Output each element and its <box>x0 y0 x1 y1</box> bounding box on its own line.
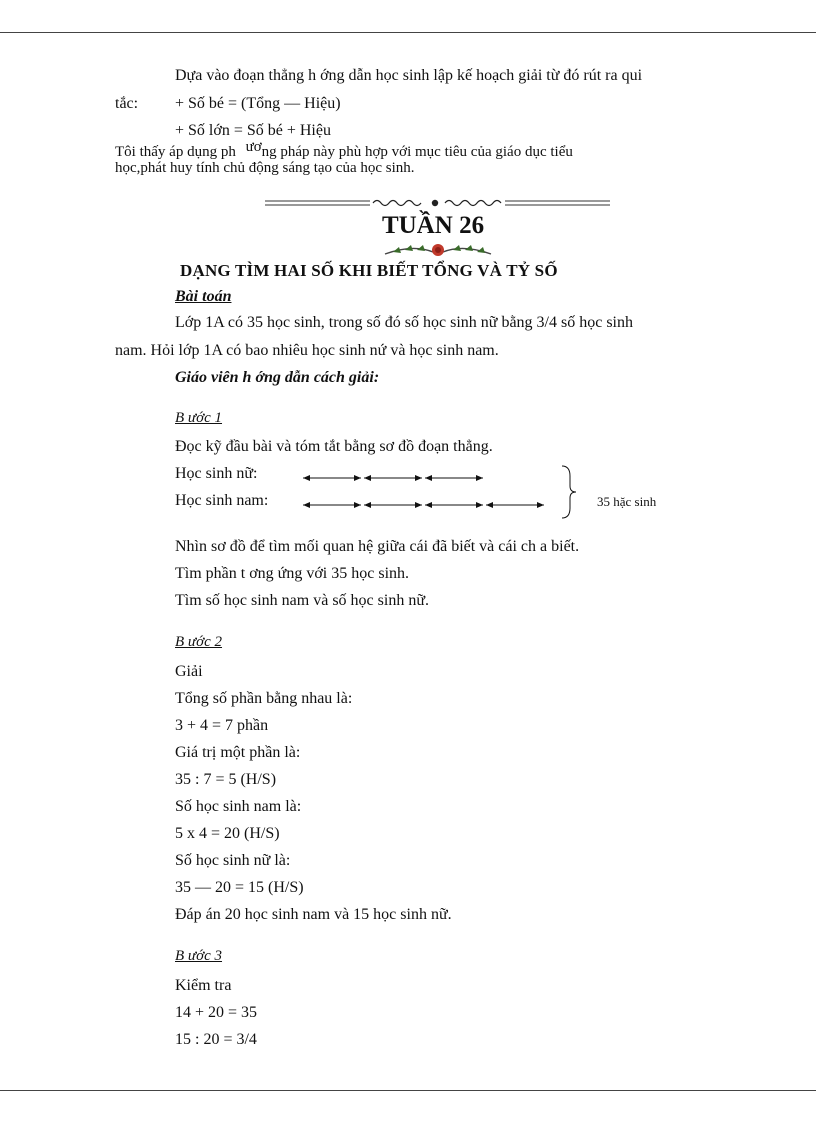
guide-label: Giáo viên h ớng dẫn cách giải: <box>175 369 380 386</box>
bottom-rule <box>0 1090 816 1091</box>
problem-line-1: Lớp 1A có 35 học sinh, trong số đó số học sinh nữ bằng 3/4 số học sinh <box>175 314 633 331</box>
ornament-divider <box>265 198 610 208</box>
step-1-read: Đọc kỹ đầu bài và tóm tắt bằng sơ đồ đoạn thẳng. <box>175 438 493 455</box>
girls-segment-arrow-right <box>354 475 361 481</box>
girls-segment-arrow-right <box>415 475 422 481</box>
girls-label: Học sinh nữ: <box>175 465 258 482</box>
intro-line-4-a: Tôi thấy áp dụng ph <box>115 144 236 160</box>
intro-line-5: học,phát huy tính chủ động sáng tạo của học sinh. <box>115 160 415 176</box>
step-1-find-counts: Tìm số học sinh nam và số học sinh nữ. <box>175 592 429 609</box>
step-2-line: Giải <box>175 663 203 680</box>
step-2-line: Số học sinh nữ là: <box>175 852 291 869</box>
intro-line-3-rule: + Số lớn = Số bé + Hiệu <box>175 122 331 139</box>
boys-label: Học sinh nam: <box>175 492 269 509</box>
step-2-line: 3 + 4 = 7 phần <box>175 717 269 734</box>
step-1-label: B ước 1 <box>175 410 223 426</box>
step-2-label: B ước 2 <box>175 634 223 650</box>
step-2-line: Tổng số phần bằng nhau là: <box>175 690 353 707</box>
step-3-line: 15 : 20 = 3/4 <box>175 1031 257 1048</box>
step-2-line: 35 — 20 = 15 (H/S) <box>175 879 304 896</box>
problem-label: Bài toán <box>175 288 232 305</box>
intro-line-4 <box>115 139 573 160</box>
boys-segment-arrow-left <box>303 502 310 508</box>
boys-segment-arrow-right <box>415 502 422 508</box>
page-title: TUẦN 26 <box>382 212 485 239</box>
boys-segment-arrow-left <box>425 502 432 508</box>
step-3-line: Kiểm tra <box>175 977 232 994</box>
step-2-line: 35 : 7 = 5 (H/S) <box>175 771 277 788</box>
girls-segment-arrow-right <box>476 475 483 481</box>
intro-line-2-rule: + Số bé = (Tổng — Hiệu) <box>175 95 341 112</box>
step-2-line: 5 x 4 = 20 (H/S) <box>175 825 280 842</box>
boys-segment-arrow-left <box>364 502 371 508</box>
boys-segment-arrow-right <box>476 502 483 508</box>
rose-ornament-icon <box>383 240 493 262</box>
girls-segment-arrow-left <box>364 475 371 481</box>
boys-segment-arrow-right <box>537 502 544 508</box>
segment-diagram <box>300 464 590 524</box>
boys-segment-arrow-right <box>354 502 361 508</box>
boys-segment-arrow-left <box>486 502 493 508</box>
top-rule <box>0 32 816 33</box>
intro-line-1: Dựa vào đoạn thẳng h ớng dẫn học sinh lập kế hoạch giải từ đó rút ra qui <box>175 67 643 84</box>
step-2-line: Giá trị một phần là: <box>175 744 301 761</box>
step-2-line: Số học sinh nam là: <box>175 798 302 815</box>
girls-segment-arrow-left <box>303 475 310 481</box>
step-3-label: B ước 3 <box>175 948 223 964</box>
section-heading: DẠNG TÌM HAI SỐ KHI BIẾT TỔNG VÀ TỶ SỐ <box>180 261 558 280</box>
intro-line-2-label: tắc: <box>115 95 139 112</box>
problem-line-2: nam. Hỏi lớp 1A có bao nhiêu học sinh nứ và học sinh nam. <box>115 342 499 359</box>
step-3-line: 14 + 20 = 35 <box>175 1004 258 1021</box>
intro-line-4-c: ng pháp này phù hợp với mục tiêu của giáo dục tiểu <box>261 144 573 160</box>
girls-segment-arrow-left <box>425 475 432 481</box>
total-brace <box>562 466 576 518</box>
total-label: 35 hặc sinh <box>597 494 657 509</box>
step-1-find-part: Tìm phần t ơng ứng với 35 học sinh. <box>175 565 410 582</box>
step-2-line: Đáp án 20 học sinh nam và 15 học sinh nữ. <box>175 906 452 923</box>
step-1-look: Nhìn sơ đồ để tìm mối quan hệ giữa cái đã biết và cái ch a biết. <box>175 538 580 555</box>
intro-line-4-b: ươ <box>245 139 262 155</box>
